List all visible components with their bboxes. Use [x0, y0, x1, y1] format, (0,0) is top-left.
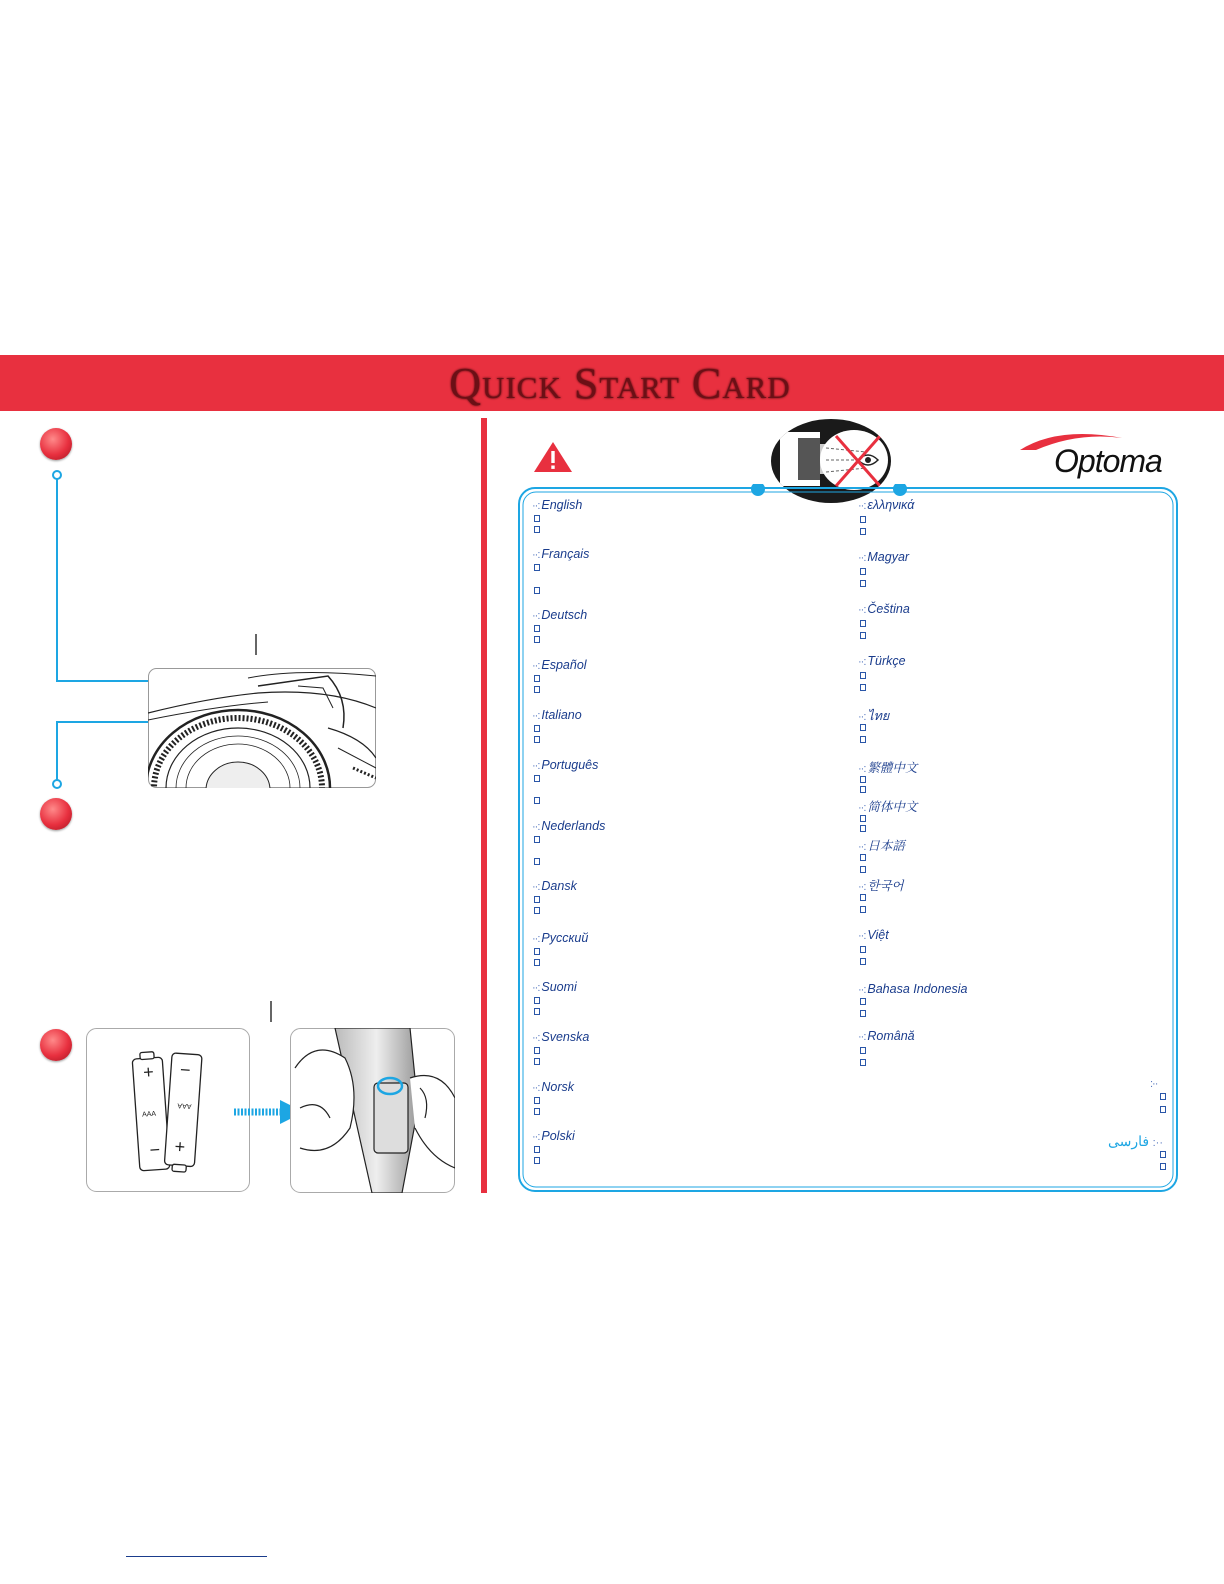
lang-nederlands[interactable]: ··: Nederlands	[532, 819, 606, 833]
bullet	[860, 786, 866, 793]
bullet	[534, 907, 540, 914]
bullet	[860, 815, 866, 822]
rtl-arrow: :··	[1150, 1078, 1158, 1090]
bullet	[860, 825, 866, 832]
bullet	[1160, 1106, 1166, 1113]
bullet	[534, 1108, 540, 1115]
svg-text:+: +	[142, 1061, 155, 1083]
bullet	[534, 675, 540, 682]
bullet	[860, 1059, 866, 1066]
battery-label-b: AAA	[177, 1101, 192, 1110]
lang-norsk[interactable]: ··: Norsk	[532, 1080, 575, 1094]
bullet	[534, 725, 540, 732]
lang-traditional-chinese[interactable]: ··: 繁體中文	[858, 761, 918, 775]
lang-suomi[interactable]: ··: Suomi	[532, 980, 577, 994]
bullet	[860, 736, 866, 743]
bullet	[534, 959, 540, 966]
projector-lens-illustration	[148, 668, 376, 788]
lang-deutsch[interactable]: ··: Deutsch	[532, 608, 588, 622]
lang-thai[interactable]: ··: ไทย	[858, 709, 890, 723]
lang-dansk[interactable]: ··: Dansk	[532, 879, 577, 893]
svg-text:−: −	[179, 1059, 192, 1081]
lang-korean[interactable]: ··: 한국어	[858, 879, 904, 893]
bullet	[534, 526, 540, 533]
bullet	[860, 620, 866, 627]
bullet	[534, 1047, 540, 1054]
lang-russian[interactable]: ··: Русский	[532, 931, 589, 945]
warning-triangle-icon	[532, 440, 574, 474]
bullet	[860, 854, 866, 861]
battery-label-a: AAA	[141, 1110, 157, 1119]
bullet	[534, 1058, 540, 1065]
bullet	[534, 836, 540, 843]
bullet	[534, 775, 540, 782]
lang-italiano[interactable]: ··: Italiano	[532, 708, 582, 722]
bullet	[860, 866, 866, 873]
bullet	[860, 580, 866, 587]
footer-link-rule	[126, 1556, 267, 1557]
bullet	[860, 568, 866, 575]
bullet	[860, 632, 866, 639]
svg-text:−: −	[148, 1139, 161, 1161]
svg-text:+: +	[173, 1136, 186, 1157]
bullet	[534, 1008, 540, 1015]
lang-cestina[interactable]: ··: Čeština	[858, 602, 910, 616]
lang-english[interactable]: ··: English	[532, 498, 583, 512]
lang-magyar[interactable]: ··: Magyar	[858, 550, 910, 564]
bullet	[1160, 1163, 1166, 1170]
bullet	[534, 797, 540, 804]
bullet	[534, 625, 540, 632]
bullet	[860, 998, 866, 1005]
remote-battery-illustration	[290, 1028, 456, 1194]
lang-vietnamese[interactable]: ··: Việt	[858, 928, 889, 942]
bullet	[534, 736, 540, 743]
bullet	[1160, 1151, 1166, 1158]
bullet	[534, 515, 540, 522]
bullet	[860, 776, 866, 783]
lang-portugues[interactable]: ··: Português	[532, 758, 599, 772]
lang-bahasa-indonesia[interactable]: ··: Bahasa Indonesia	[858, 982, 968, 996]
bullet	[860, 894, 866, 901]
bullet	[534, 1097, 540, 1104]
lang-polski[interactable]: ··: Polski	[532, 1129, 575, 1143]
bullet	[534, 948, 540, 955]
bullet	[860, 958, 866, 965]
bullet	[534, 997, 540, 1004]
bullet	[534, 1146, 540, 1153]
lang-espanol[interactable]: ··: Español	[532, 658, 587, 672]
page-title: Quick Start Card	[449, 359, 791, 408]
lang-japanese[interactable]: ··: 日本語	[858, 839, 905, 853]
bullet	[534, 1157, 540, 1164]
logo-text: Optoma	[1054, 443, 1162, 479]
lang-greek[interactable]: ··: ελληνικά	[858, 498, 915, 512]
optoma-logo	[1018, 430, 1174, 482]
bullet	[860, 528, 866, 535]
bullet	[860, 1047, 866, 1054]
bullet	[860, 724, 866, 731]
lang-simplified-chinese[interactable]: ··: 简体中文	[858, 800, 918, 814]
bullet	[534, 636, 540, 643]
lang-turkce[interactable]: ··: Türkçe	[858, 654, 906, 668]
bullet	[860, 672, 866, 679]
bullet	[860, 1010, 866, 1017]
bullet	[860, 906, 866, 913]
bullet	[534, 686, 540, 693]
language-frame	[516, 484, 1181, 1194]
lang-francais[interactable]: ··: Français	[532, 547, 590, 561]
lang-svenska[interactable]: ··: Svenska	[532, 1030, 590, 1044]
bullet	[534, 858, 540, 865]
lang-farsi[interactable]: فارسی :··	[1108, 1133, 1163, 1149]
bullet	[860, 684, 866, 691]
bullet	[860, 946, 866, 953]
lang-romana[interactable]: ··: Română	[858, 1029, 915, 1043]
callout-lines	[0, 0, 480, 1200]
bullet	[534, 896, 540, 903]
column-divider	[481, 418, 487, 1193]
bullet	[860, 516, 866, 523]
bullet	[534, 564, 540, 571]
bullet	[1160, 1093, 1166, 1100]
batteries-illustration	[86, 1028, 250, 1193]
bullet	[534, 587, 540, 594]
